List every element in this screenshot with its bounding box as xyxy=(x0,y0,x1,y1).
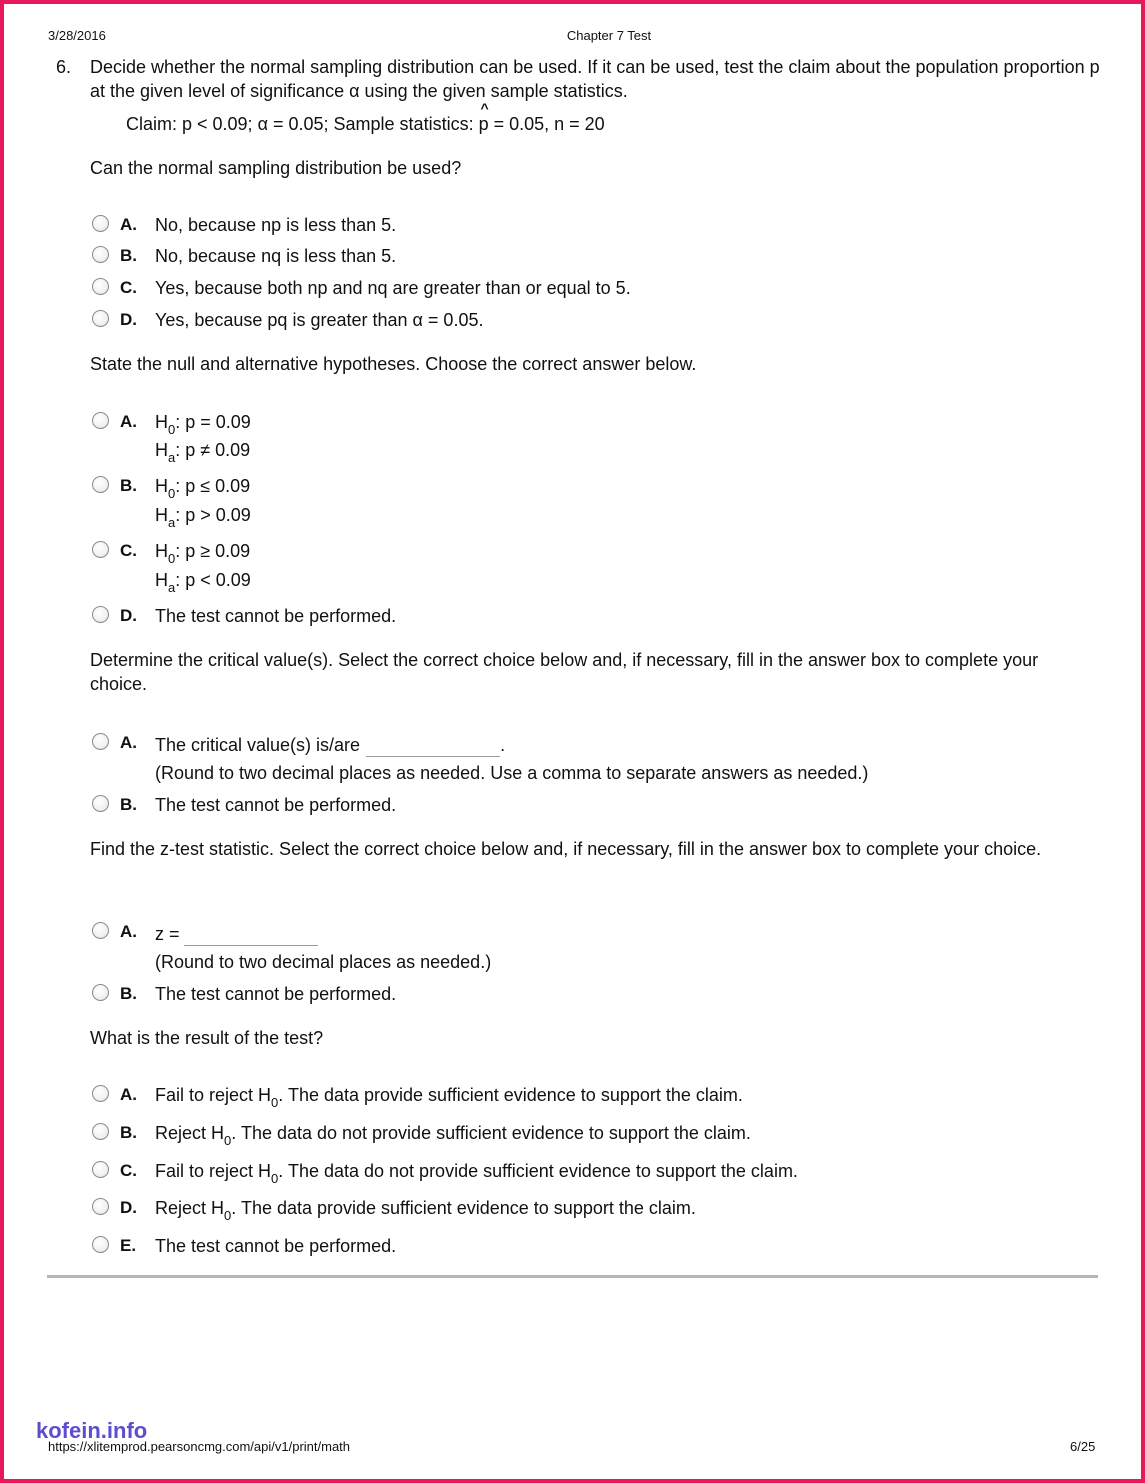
option-letter: C. xyxy=(120,1161,137,1180)
option-letter: D. xyxy=(120,310,137,329)
part4-prompt: Find the z-test statistic. Select the correct choice below and, if necessary, fill in the answer box to complete your choice. xyxy=(90,839,1042,859)
print-date: 3/28/2016 xyxy=(48,28,106,43)
option-letter: B. xyxy=(120,795,137,814)
radio-button[interactable] xyxy=(92,246,109,263)
option-letter: B. xyxy=(120,476,137,495)
option-text: The test cannot be performed. xyxy=(155,984,397,1004)
radio-button[interactable] xyxy=(92,1161,109,1178)
claim-line xyxy=(126,100,605,136)
footer-url[interactable]: https://xlitemprod.pearsoncmg.com/api/v1/print/math xyxy=(48,1439,351,1454)
option-letter: A. xyxy=(120,922,137,941)
option-letter: A. xyxy=(120,733,137,752)
null-hypothesis: $H_0$: p ≥ 0.09 xyxy=(155,541,251,566)
option-letter: C. xyxy=(120,278,137,297)
option-text: No, because nq is less than 5. xyxy=(155,246,397,266)
radio-button[interactable] xyxy=(92,1236,109,1253)
option-letter: A. xyxy=(120,215,137,234)
rounding-note: (Round to two decimal places as needed.) xyxy=(155,952,492,972)
radio-button[interactable] xyxy=(92,541,109,558)
page-number: 6/25 xyxy=(1070,1439,1096,1454)
critical-value-input[interactable] xyxy=(366,732,500,757)
option-text: Fail to reject $H_0$. The data do not provide sufficient evidence to support the claim. xyxy=(155,1161,798,1186)
option-letter: B. xyxy=(120,1123,137,1142)
alt-hypothesis: $H_a$: p > 0.09 xyxy=(155,505,251,530)
option-text: The critical value(s) is/are . xyxy=(155,732,505,757)
option-letter: C. xyxy=(120,541,137,560)
alt-hypothesis: $H_a$: p ≠ 0.09 xyxy=(155,440,251,465)
radio-button[interactable] xyxy=(92,476,109,493)
alt-hypothesis: $H_a$: p < 0.09 xyxy=(155,570,251,595)
radio-button[interactable] xyxy=(92,984,109,1001)
option-letter: E. xyxy=(120,1236,137,1255)
divider xyxy=(47,1275,1098,1278)
option-text: Reject $H_0$. The data provide sufficient evidence to support the claim. xyxy=(155,1198,696,1223)
option-letter: D. xyxy=(120,1198,137,1217)
option-text: The test cannot be performed. xyxy=(155,795,397,815)
radio-button[interactable] xyxy=(92,795,109,812)
option-letter: A. xyxy=(120,412,137,431)
option-text: No, because np is less than 5. xyxy=(155,215,397,235)
radio-button[interactable] xyxy=(92,412,109,429)
radio-button[interactable] xyxy=(92,606,109,623)
radio-button[interactable] xyxy=(92,1085,109,1102)
page-title: Chapter 7 Test xyxy=(566,28,652,43)
p-hat: ^ p xyxy=(479,112,489,136)
radio-button[interactable] xyxy=(92,922,109,939)
option-text: Fail to reject $H_0$. The data provide sufficient evidence to support the claim. xyxy=(155,1085,743,1110)
option-text: Yes, because both np and nq are greater than or equal to 5. xyxy=(155,278,631,298)
option-text: The test cannot be performed. xyxy=(155,606,397,626)
radio-button[interactable] xyxy=(92,215,109,232)
question-text: Decide whether the normal sampling distribution can be used. If it can be used, test the claim about the population proportion p at the given level of significance α using the given sample statistics. xyxy=(90,57,1100,101)
z-statistic-input[interactable] xyxy=(184,921,318,946)
option-letter: A. xyxy=(120,1085,137,1104)
null-hypothesis: $H_0$: p = 0.09 xyxy=(155,412,251,437)
part2-prompt: State the null and alternative hypotheses. Choose the correct answer below. xyxy=(90,354,697,374)
null-hypothesis: $H_0$: p ≤ 0.09 xyxy=(155,476,251,501)
option-text: The test cannot be performed. xyxy=(155,1236,397,1256)
radio-button[interactable] xyxy=(92,1198,109,1215)
radio-button[interactable] xyxy=(92,1123,109,1140)
part1-prompt: Can the normal sampling distribution be used? xyxy=(90,158,462,178)
option-text: Reject $H_0$. The data do not provide sufficient evidence to support the claim. xyxy=(155,1123,751,1148)
part3-prompt: Determine the critical value(s). Select the correct choice below and, if necessary, fill in the answer box to complete your choice. xyxy=(90,650,1039,694)
watermark: kofein.info xyxy=(36,1418,148,1443)
option-letter: B. xyxy=(120,984,137,1003)
question-number: 6. xyxy=(56,57,72,77)
option-text: z = xyxy=(155,921,318,946)
option-text: Yes, because pq is greater than α = 0.05. xyxy=(155,310,484,330)
rounding-note: (Round to two decimal places as needed. Use a comma to separate answers as needed.) xyxy=(155,763,869,783)
radio-button[interactable] xyxy=(92,310,109,327)
option-letter: B. xyxy=(120,246,137,265)
claim-suffix: = 0.05, n = 20 xyxy=(488,114,605,134)
claim-prefix: Claim: p < 0.09; α = 0.05; Sample statistics: xyxy=(126,114,479,134)
radio-button[interactable] xyxy=(92,278,109,295)
part5-prompt: What is the result of the test? xyxy=(90,1028,324,1048)
radio-button[interactable] xyxy=(92,733,109,750)
hat-symbol-icon: ^ xyxy=(480,100,489,116)
option-letter: D. xyxy=(120,606,137,625)
